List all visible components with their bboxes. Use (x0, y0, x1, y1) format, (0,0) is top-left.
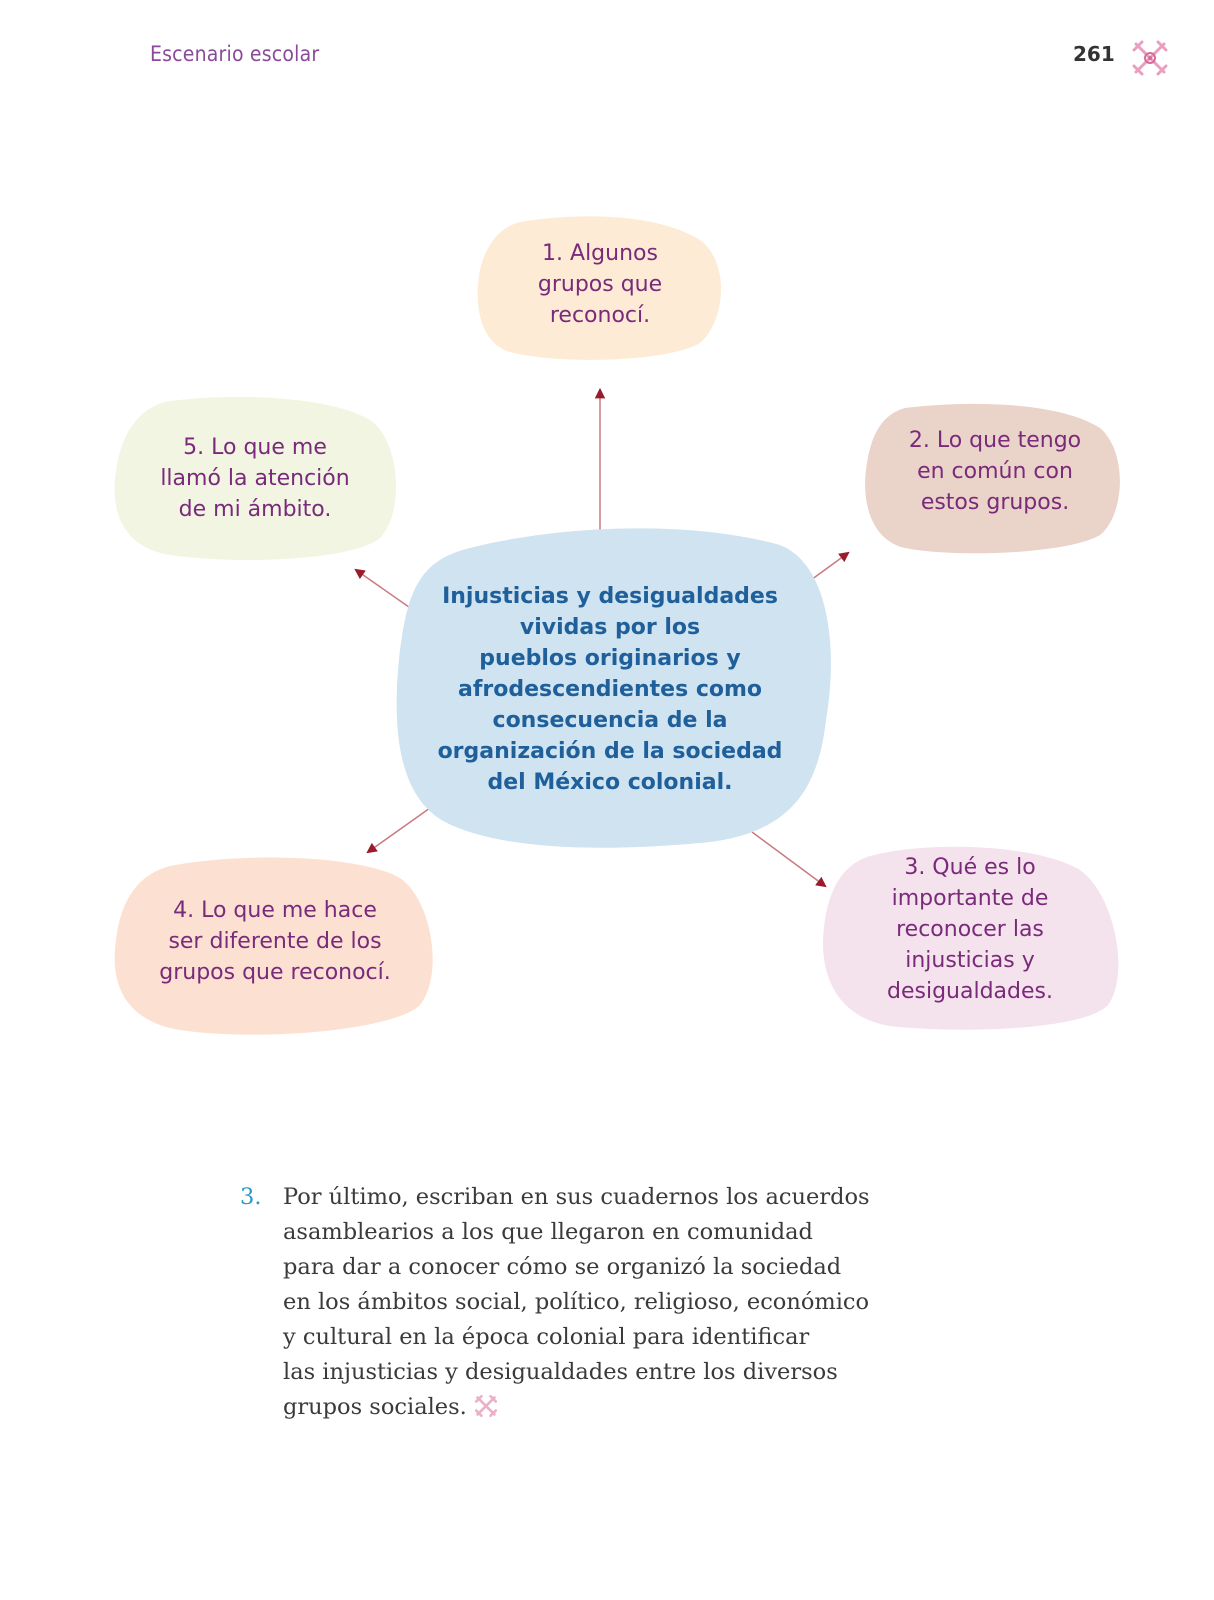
arrow-to-node-4 (368, 808, 430, 852)
arrow-to-node-5 (356, 570, 416, 612)
node-1-text: 1. Algunos grupos que reconocí. (537, 241, 663, 328)
node-2-text: 2. Lo que tengo en común con estos grupos. (908, 428, 1082, 515)
instruction-number: 3. (240, 1184, 262, 1210)
section-title: Escenario escolar (150, 42, 320, 66)
node-3-text: 3. Qué es lo importante de reconocer las injusticias y desigualdades. (887, 855, 1053, 1004)
node-4-text: 4. Lo que me hace ser diferente de los grupos que reconocí. (159, 898, 391, 985)
instruction-text-block (283, 1180, 943, 1425)
center-text: Injusticias y desigualdades vividas por los pueblos originarios y afrodescendientes como consecuencia de la organización de la sociedad del México colonial. (437, 584, 783, 795)
node-5-text: 5. Lo que me llamó la atención de mi ámbito. (160, 435, 350, 522)
arrow-to-node-3 (752, 832, 825, 886)
page-number: 261 (1073, 42, 1115, 66)
woven-star-icon (473, 1393, 499, 1419)
instruction-text: Por último, escriban en sus cuadernos los acuerdos asamblearios a los que llegaron en comunidad para dar a conocer cómo se organizó la sociedad en los ámbitos social, político, religioso, económico y cultural en la época colonial para identificar las injusticias y desigualdades entre los diversos grupos sociales. (283, 1184, 870, 1420)
